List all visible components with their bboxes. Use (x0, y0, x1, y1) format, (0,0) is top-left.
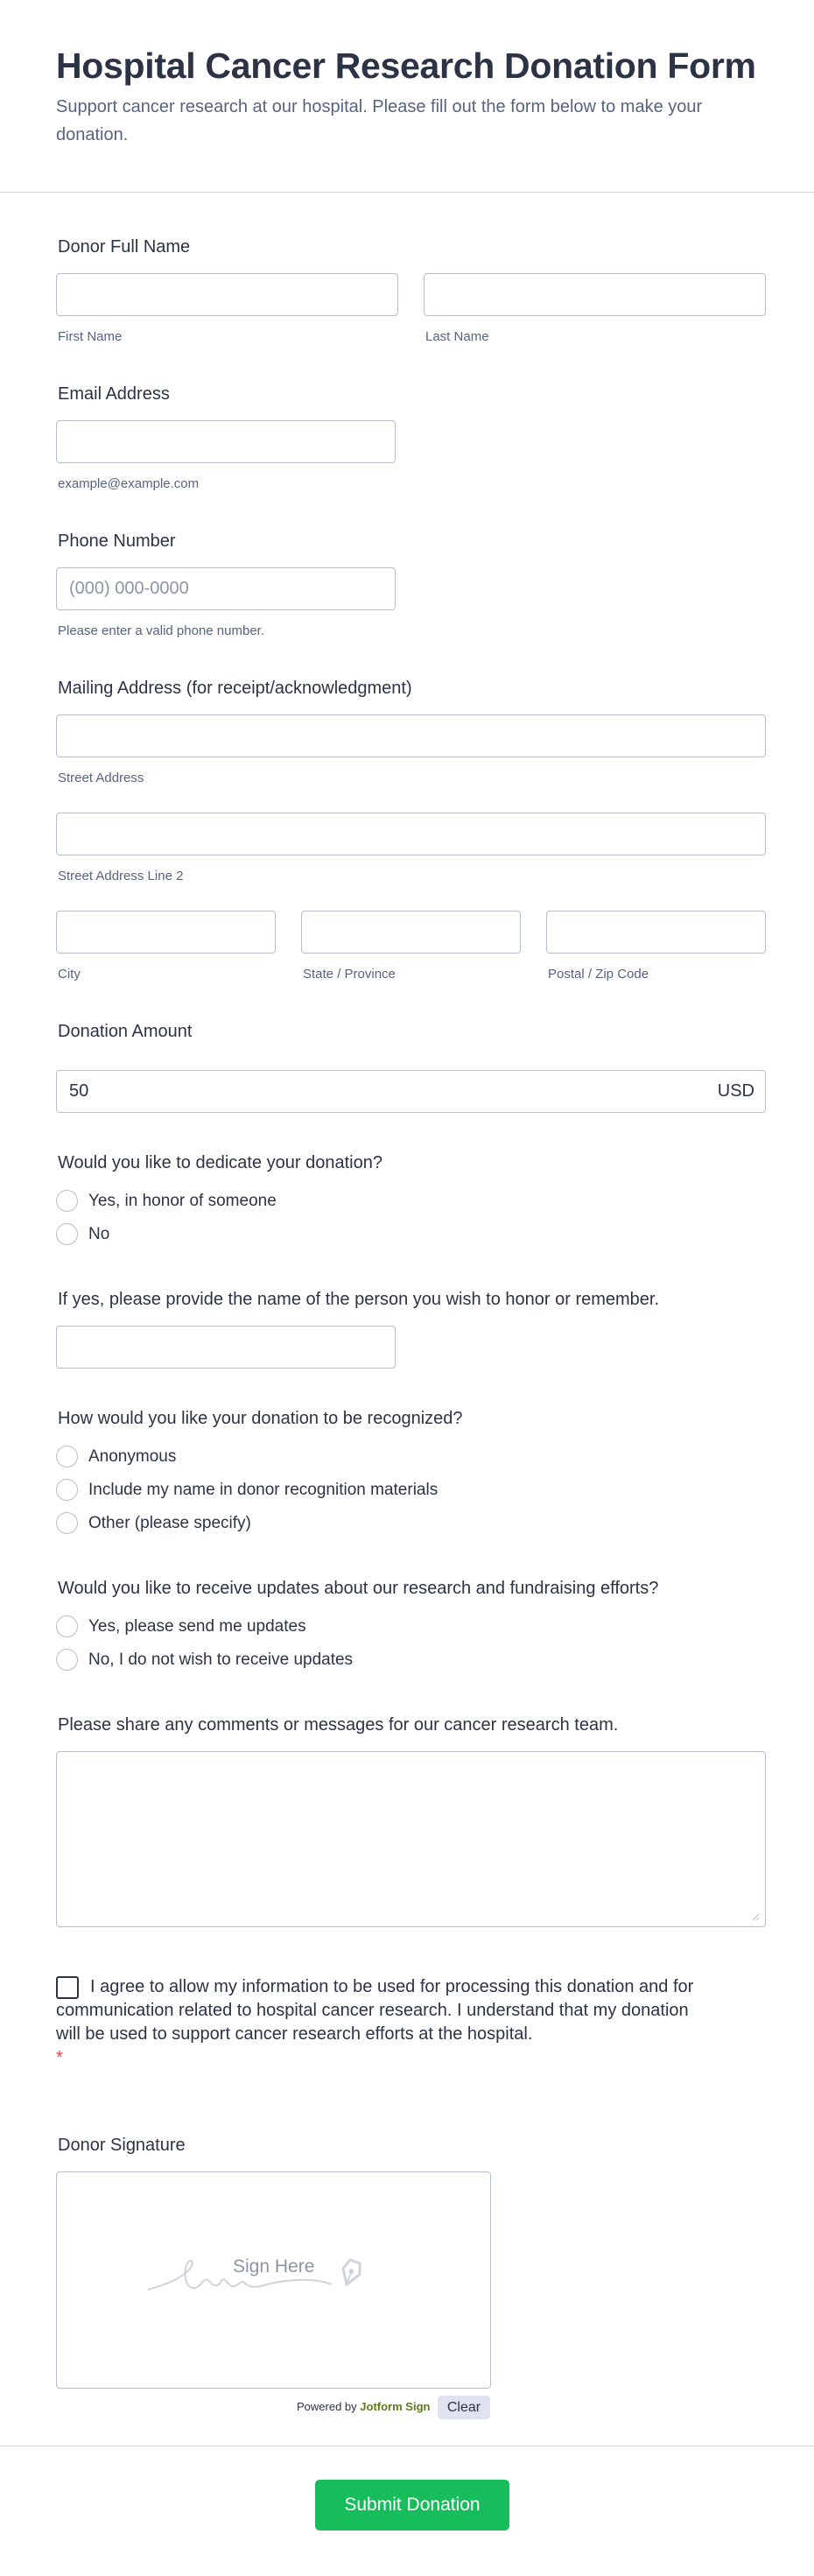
currency-label: USD (717, 1081, 754, 1101)
email-label: Email Address (58, 384, 170, 404)
updates-label: Would you like to receive updates about our research and fundraising efforts? (58, 1579, 659, 1598)
state-sublabel: State / Province (303, 967, 396, 982)
signature-pad[interactable] (56, 2171, 491, 2389)
city-input[interactable] (56, 911, 276, 954)
recognition-radio-include-name[interactable] (56, 1479, 78, 1501)
email-sublabel: example@example.com (58, 476, 200, 491)
city-sublabel: City (58, 967, 81, 982)
street-address-input[interactable] (56, 714, 766, 757)
state-input[interactable] (301, 911, 521, 954)
zip-sublabel: Postal / Zip Code (548, 967, 649, 982)
last-name-input[interactable] (424, 273, 766, 316)
signature-label: Donor Signature (58, 2136, 186, 2155)
page-title: Hospital Cancer Research Donation Form (56, 46, 756, 86)
recognition-radio-other[interactable] (56, 1512, 78, 1534)
submit-donation-button[interactable]: Submit Donation (315, 2480, 509, 2530)
address-label: Mailing Address (for receipt/acknowledgment) (58, 679, 412, 698)
donor-name-label: Donor Full Name (58, 237, 191, 257)
recognition-radio-anonymous[interactable] (56, 1446, 78, 1467)
recognition-option-include-name: Include my name in donor recognition materials (88, 1481, 439, 1499)
amount-input[interactable] (56, 1070, 766, 1113)
recognition-option-anonymous: Anonymous (88, 1447, 177, 1466)
consent-text: I agree to allow my information to be used for processing this donation and for communication related to hospital cancer research. I understand that my donation will be used to support cancer research efforts at the hospital. (56, 1977, 694, 2044)
updates-option-no: No, I do not wish to receive updates (88, 1650, 354, 1669)
phone-sublabel: Please enter a valid phone number. (58, 623, 264, 638)
comments-label: Please share any comments or messages for our cancer research team. (58, 1715, 619, 1735)
first-name-sublabel: First Name (58, 329, 123, 344)
powered-by-brand[interactable]: Jotform Sign (360, 2400, 431, 2413)
updates-option-yes: Yes, please send me updates (88, 1617, 306, 1636)
signature-clear-button[interactable]: Clear (438, 2396, 490, 2419)
amount-value: 50 (69, 1081, 89, 1101)
street-address-line2-input[interactable] (56, 813, 766, 855)
amount-label: Donation Amount (58, 1022, 193, 1041)
sign-here-text: Sign Here (233, 2256, 315, 2277)
street-address-line2-sublabel: Street Address Line 2 (58, 869, 184, 883)
page-subtitle: Support cancer research at our hospital. Please fill out the form below to make your donation. (56, 97, 703, 144)
phone-placeholder: (000) 000-0000 (69, 579, 189, 598)
honoree-label: If yes, please provide the name of the person you wish to honor or remember. (58, 1290, 660, 1309)
header-divider (0, 192, 814, 193)
dedicate-radio-yes[interactable] (56, 1190, 78, 1212)
dedicate-option-yes: Yes, in honor of someone (88, 1192, 277, 1210)
last-name-sublabel: Last Name (425, 329, 489, 344)
phone-label: Phone Number (58, 531, 176, 551)
updates-radio-no[interactable] (56, 1649, 78, 1671)
powered-by-prefix: Powered by (297, 2400, 357, 2413)
comments-textarea[interactable] (56, 1751, 766, 1927)
zip-input[interactable] (546, 911, 766, 954)
email-input[interactable] (56, 420, 396, 463)
powered-by-text (297, 2400, 430, 2413)
required-mark: * (56, 2048, 63, 2067)
dedicate-label: Would you like to dedicate your donation? (58, 1153, 382, 1172)
phone-input[interactable] (56, 567, 396, 610)
first-name-input[interactable] (56, 273, 398, 316)
updates-radio-yes[interactable] (56, 1615, 78, 1637)
street-address-sublabel: Street Address (58, 771, 144, 785)
resize-handle-icon[interactable] (751, 1912, 760, 1921)
honoree-input[interactable] (56, 1326, 396, 1369)
consent-text-block (56, 1975, 704, 2070)
dedicate-radio-no[interactable] (56, 1223, 78, 1245)
recognition-label: How would you like your donation to be recognized? (58, 1409, 463, 1428)
dedicate-option-no: No (88, 1225, 110, 1243)
recognition-option-other: Other (please specify) (88, 1514, 251, 1532)
